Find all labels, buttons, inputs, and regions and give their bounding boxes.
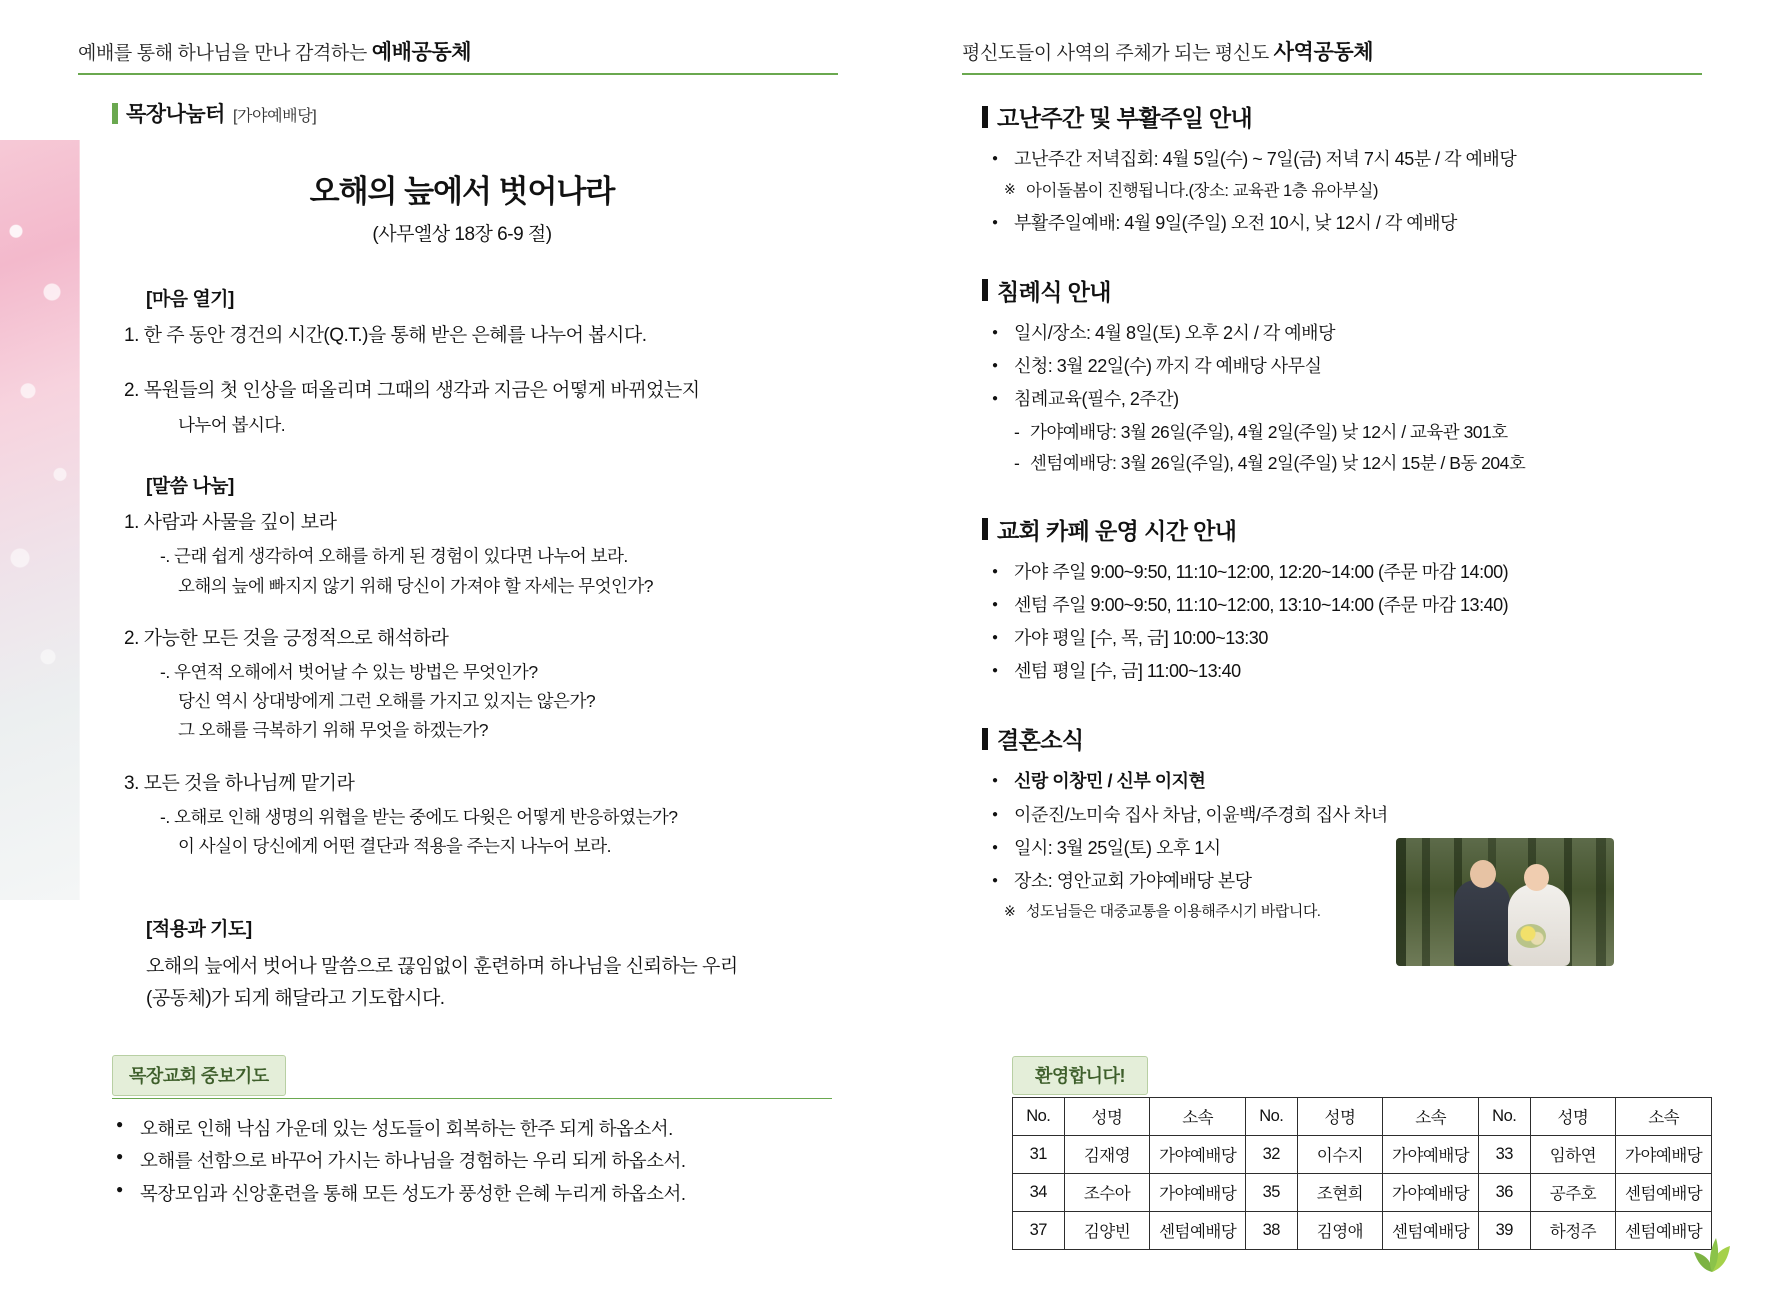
notice-block-baptism: [982, 274, 1722, 477]
spacer: [112, 602, 812, 624]
notice-subline: - 가야예배당: 3월 26일(주일), 4월 2일(주일) 낮 12시 / 교육관 301호: [982, 418, 1722, 446]
black-bar-icon: [982, 106, 988, 128]
cell-no: 36: [1478, 1174, 1530, 1212]
prayer-item: ● 오해를 선함으로 바꾸어 가시는 하나님을 경험하는 우리 되게 하옵소서.: [112, 1145, 832, 1177]
welcome-table: [1012, 1097, 1712, 1250]
word-share-point: 2. 가능한 모든 것을 긍정적으로 해석하라: [124, 627, 449, 649]
cell-name: 조수아: [1064, 1174, 1150, 1212]
cell-name: 조현희: [1297, 1174, 1383, 1212]
notice-heading: [982, 513, 1722, 546]
welcome-section: [1012, 1056, 1712, 1250]
cell-affiliation: 센텀예배당: [1616, 1212, 1712, 1250]
section-header-left-thin: 예배를 통해 하나님을 만나 감격하는: [78, 43, 372, 64]
section-header-right: [962, 36, 1702, 75]
wedding-venue: ● 장소: 영안교회 가야예배당 본당: [982, 867, 1722, 896]
column-header-no: No.: [1245, 1098, 1297, 1136]
prayer-box-divider: [112, 1098, 832, 1099]
table-row: [1013, 1136, 1712, 1174]
cell-affiliation: 가야예배당: [1383, 1174, 1479, 1212]
welcome-tag: 환영합니다!: [1012, 1056, 1148, 1095]
column-header-name: 성명: [1297, 1098, 1383, 1136]
open-heart-item: 2. 목원들의 첫 인상을 떠올리며 그때의 생각과 지금은 어떻게 바뀌었는지: [124, 380, 700, 402]
word-share-subpoint: 이 사실이 당신에게 어떤 결단과 적용을 주는지 나누어 보라.: [178, 836, 611, 857]
black-bar-icon: [982, 728, 988, 750]
cell-no: 38: [1245, 1212, 1297, 1250]
apply-pray-line: 오해의 늪에서 벗어나 말씀으로 끊임없이 훈련하며 하나님을 신뢰하는 우리: [146, 956, 738, 978]
photo-groom: [1454, 880, 1510, 966]
black-bar-icon: [982, 518, 988, 540]
notice-line: ● 가야 주일 9:00~9:50, 11:10~12:00, 12:20~14:00 (주문 마감 14:00): [982, 558, 1722, 587]
cell-affiliation: 가야예배당: [1383, 1136, 1479, 1174]
word-share-subpoint: -. 근래 쉽게 생각하여 오해를 하게 된 경험이 있다면 나누어 보라.: [160, 546, 628, 567]
cell-no: 39: [1478, 1212, 1530, 1250]
cell-no: 33: [1478, 1136, 1530, 1174]
cell-no: 31: [1013, 1136, 1065, 1174]
cell-name: 김재영: [1064, 1136, 1150, 1174]
prayer-box: [112, 1055, 832, 1210]
column-header-name: 성명: [1064, 1098, 1150, 1136]
section-header-right-bold: 사역공동체: [1273, 41, 1374, 64]
word-share-heading: [말씀 나눔]: [146, 476, 234, 497]
notice-heading: [982, 274, 1722, 307]
word-share-block: [112, 471, 812, 860]
cell-name: 김양빈: [1064, 1212, 1150, 1250]
word-share-subpoint: 오해의 늪에 빠지지 않기 위해 당신이 가져야 할 자세는 무엇인가?: [178, 575, 654, 596]
notice-block-holy-week: [982, 100, 1722, 238]
column-header-affiliation: 소속: [1150, 1098, 1246, 1136]
section-header-left-bold: 예배공동체: [371, 41, 472, 64]
column-header-affiliation: 소속: [1616, 1098, 1712, 1136]
notice-note: ※ 아이돌봄이 진행됩니다.(장소: 교육관 1층 유아부실): [982, 178, 1722, 204]
word-share-subpoint: 당신 역시 상대방에게 그런 오해를 가지고 있지는 않은가?: [178, 691, 596, 712]
section-header-right-thin: 평신도들이 사역의 주체가 되는 평신도: [962, 43, 1274, 64]
column-header-affiliation: 소속: [1383, 1098, 1479, 1136]
column-header-no: No.: [1478, 1098, 1530, 1136]
spacer: [112, 747, 812, 769]
table-row: [1013, 1174, 1712, 1212]
cell-affiliation: 가야예배당: [1616, 1136, 1712, 1174]
table-header-row: [1013, 1098, 1712, 1136]
spacer: [112, 862, 812, 892]
notice-title: 교회 카페 운영 시간 안내: [997, 517, 1237, 544]
apply-pray-block: [112, 914, 812, 1016]
prayer-box-tag: 목장교회 중보기도: [112, 1055, 286, 1096]
sermon-scripture-reference: (사무엘상 18장 6-9 절): [372, 224, 552, 245]
notice-line: ● 센텀 주일 9:00~9:50, 11:10~12:00, 13:10~14:00 (주문 마감 13:40): [982, 591, 1722, 620]
notice-title: 결혼소식: [997, 727, 1084, 754]
section-header-left: [78, 36, 838, 75]
word-share-subpoint: -. 오해로 인해 생명의 위협을 받는 중에도 다윗은 어떻게 반응하였는가?: [160, 806, 678, 827]
cell-no: 34: [1013, 1174, 1065, 1212]
wedding-couple: ● 신랑 이창민 / 신부 이지현: [982, 767, 1722, 796]
word-share-subpoint: -. 우연적 오해에서 벗어날 수 있는 방법은 무엇인가?: [160, 662, 538, 683]
apply-pray-heading: [적용과 기도]: [146, 919, 252, 941]
wedding-note: ※ 성도님들은 대중교통을 이용해주시기 바랍니다.: [982, 900, 1722, 924]
spacer: [112, 892, 812, 914]
sermon-title: 오해의 늪에서 벗어나라: [309, 174, 615, 209]
word-share-subpoint: 그 오해를 극복하기 위해 무엇을 하겠는가?: [178, 720, 488, 741]
notice-line: ● 침례교육(필수, 2주간): [982, 385, 1722, 414]
cell-affiliation: 가야예배당: [1150, 1136, 1246, 1174]
notice-line: ● 센텀 평일 [수, 금] 11:00~13:40: [982, 657, 1722, 686]
apply-pray-line: (공동체)가 되게 해달라고 기도합시다.: [146, 988, 445, 1010]
cell-affiliation: 센텀예배당: [1616, 1174, 1712, 1212]
cell-name: 공주호: [1530, 1174, 1616, 1212]
topic-title: 목장나눔터: [126, 103, 225, 126]
cell-name: 김영애: [1297, 1212, 1383, 1250]
notice-line: ● 고난주간 저녁집회: 4월 5일(수) ~ 7일(금) 저녁 7시 45분 / 각 예배당: [982, 145, 1722, 174]
notice-line: ● 일시/장소: 4월 8일(토) 오후 2시 / 각 예배당: [982, 319, 1722, 348]
cell-no: 35: [1245, 1174, 1297, 1212]
notice-line: ● 신청: 3월 22일(수) 까지 각 예배당 사무실: [982, 352, 1722, 381]
photo-bouquet: [1516, 924, 1546, 948]
notice-line: ● 부활주일예배: 4월 9일(주일) 오전 10시, 낮 12시 / 각 예배당: [982, 209, 1722, 238]
notice-heading: [982, 100, 1722, 133]
prayer-item: ● 오해로 인해 낙심 가운데 있는 성도들이 회복하는 한주 되게 하옵소서.: [112, 1113, 832, 1145]
photo-bride-head: [1524, 864, 1549, 891]
leaf-icon: [1690, 1234, 1734, 1274]
notice-subline: - 센텀예배당: 3월 26일(주일), 4월 2일(주일) 낮 12시 15분 / B동 204호: [982, 449, 1722, 477]
table-row: [1013, 1212, 1712, 1250]
notice-title: 침례식 안내: [997, 278, 1111, 305]
topic-venue: [가야예배당]: [232, 108, 317, 125]
cell-name: 하정주: [1530, 1212, 1616, 1250]
open-heart-item: 1. 한 주 동안 경건의 시간(Q.T.)을 통해 받은 은혜를 나누어 봅시다.: [124, 325, 647, 346]
column-header-no: No.: [1013, 1098, 1065, 1136]
wedding-datetime: ● 일시: 3월 25일(토) 오후 1시: [982, 834, 1722, 863]
cell-no: 37: [1013, 1212, 1065, 1250]
cell-no: 32: [1245, 1136, 1297, 1174]
green-bar-icon: [112, 103, 118, 124]
open-heart-heading: [마음 열기]: [146, 289, 234, 310]
left-column: [112, 98, 812, 1016]
word-share-point: 3. 모든 것을 하나님께 맡기라: [124, 772, 355, 794]
wedding-parents: ● 이준진/노미숙 집사 차남, 이윤백/주경희 집사 차녀: [982, 801, 1722, 830]
word-share-point: 1. 사람과 사물을 깊이 보라: [124, 512, 337, 533]
photo-groom-head: [1470, 860, 1496, 888]
cell-affiliation: 가야예배당: [1150, 1174, 1246, 1212]
right-column: [982, 100, 1722, 960]
cell-affiliation: 센텀예배당: [1150, 1212, 1246, 1250]
notice-heading: [982, 722, 1722, 755]
black-bar-icon: [982, 279, 988, 301]
open-heart-block: [112, 284, 812, 439]
cell-affiliation: 센텀예배당: [1383, 1212, 1479, 1250]
notice-block-cafe-hours: [982, 513, 1722, 687]
notice-line: ● 가야 평일 [수, 목, 금] 10:00~13:30: [982, 624, 1722, 653]
notice-title: 고난주간 및 부활주일 안내: [997, 105, 1253, 131]
open-heart-item-continued: 나누어 봅시다.: [178, 414, 286, 435]
topic-heading: [112, 98, 812, 128]
cell-name: 이수지: [1297, 1136, 1383, 1174]
cell-name: 임하연: [1530, 1136, 1616, 1174]
prayer-item: ● 목장모임과 신앙훈련을 통해 모든 성도가 풍성한 은혜 누리게 하옵소서.: [112, 1178, 832, 1210]
column-header-name: 성명: [1530, 1098, 1616, 1136]
wedding-photo: [1396, 838, 1614, 966]
spacer: [112, 441, 812, 471]
